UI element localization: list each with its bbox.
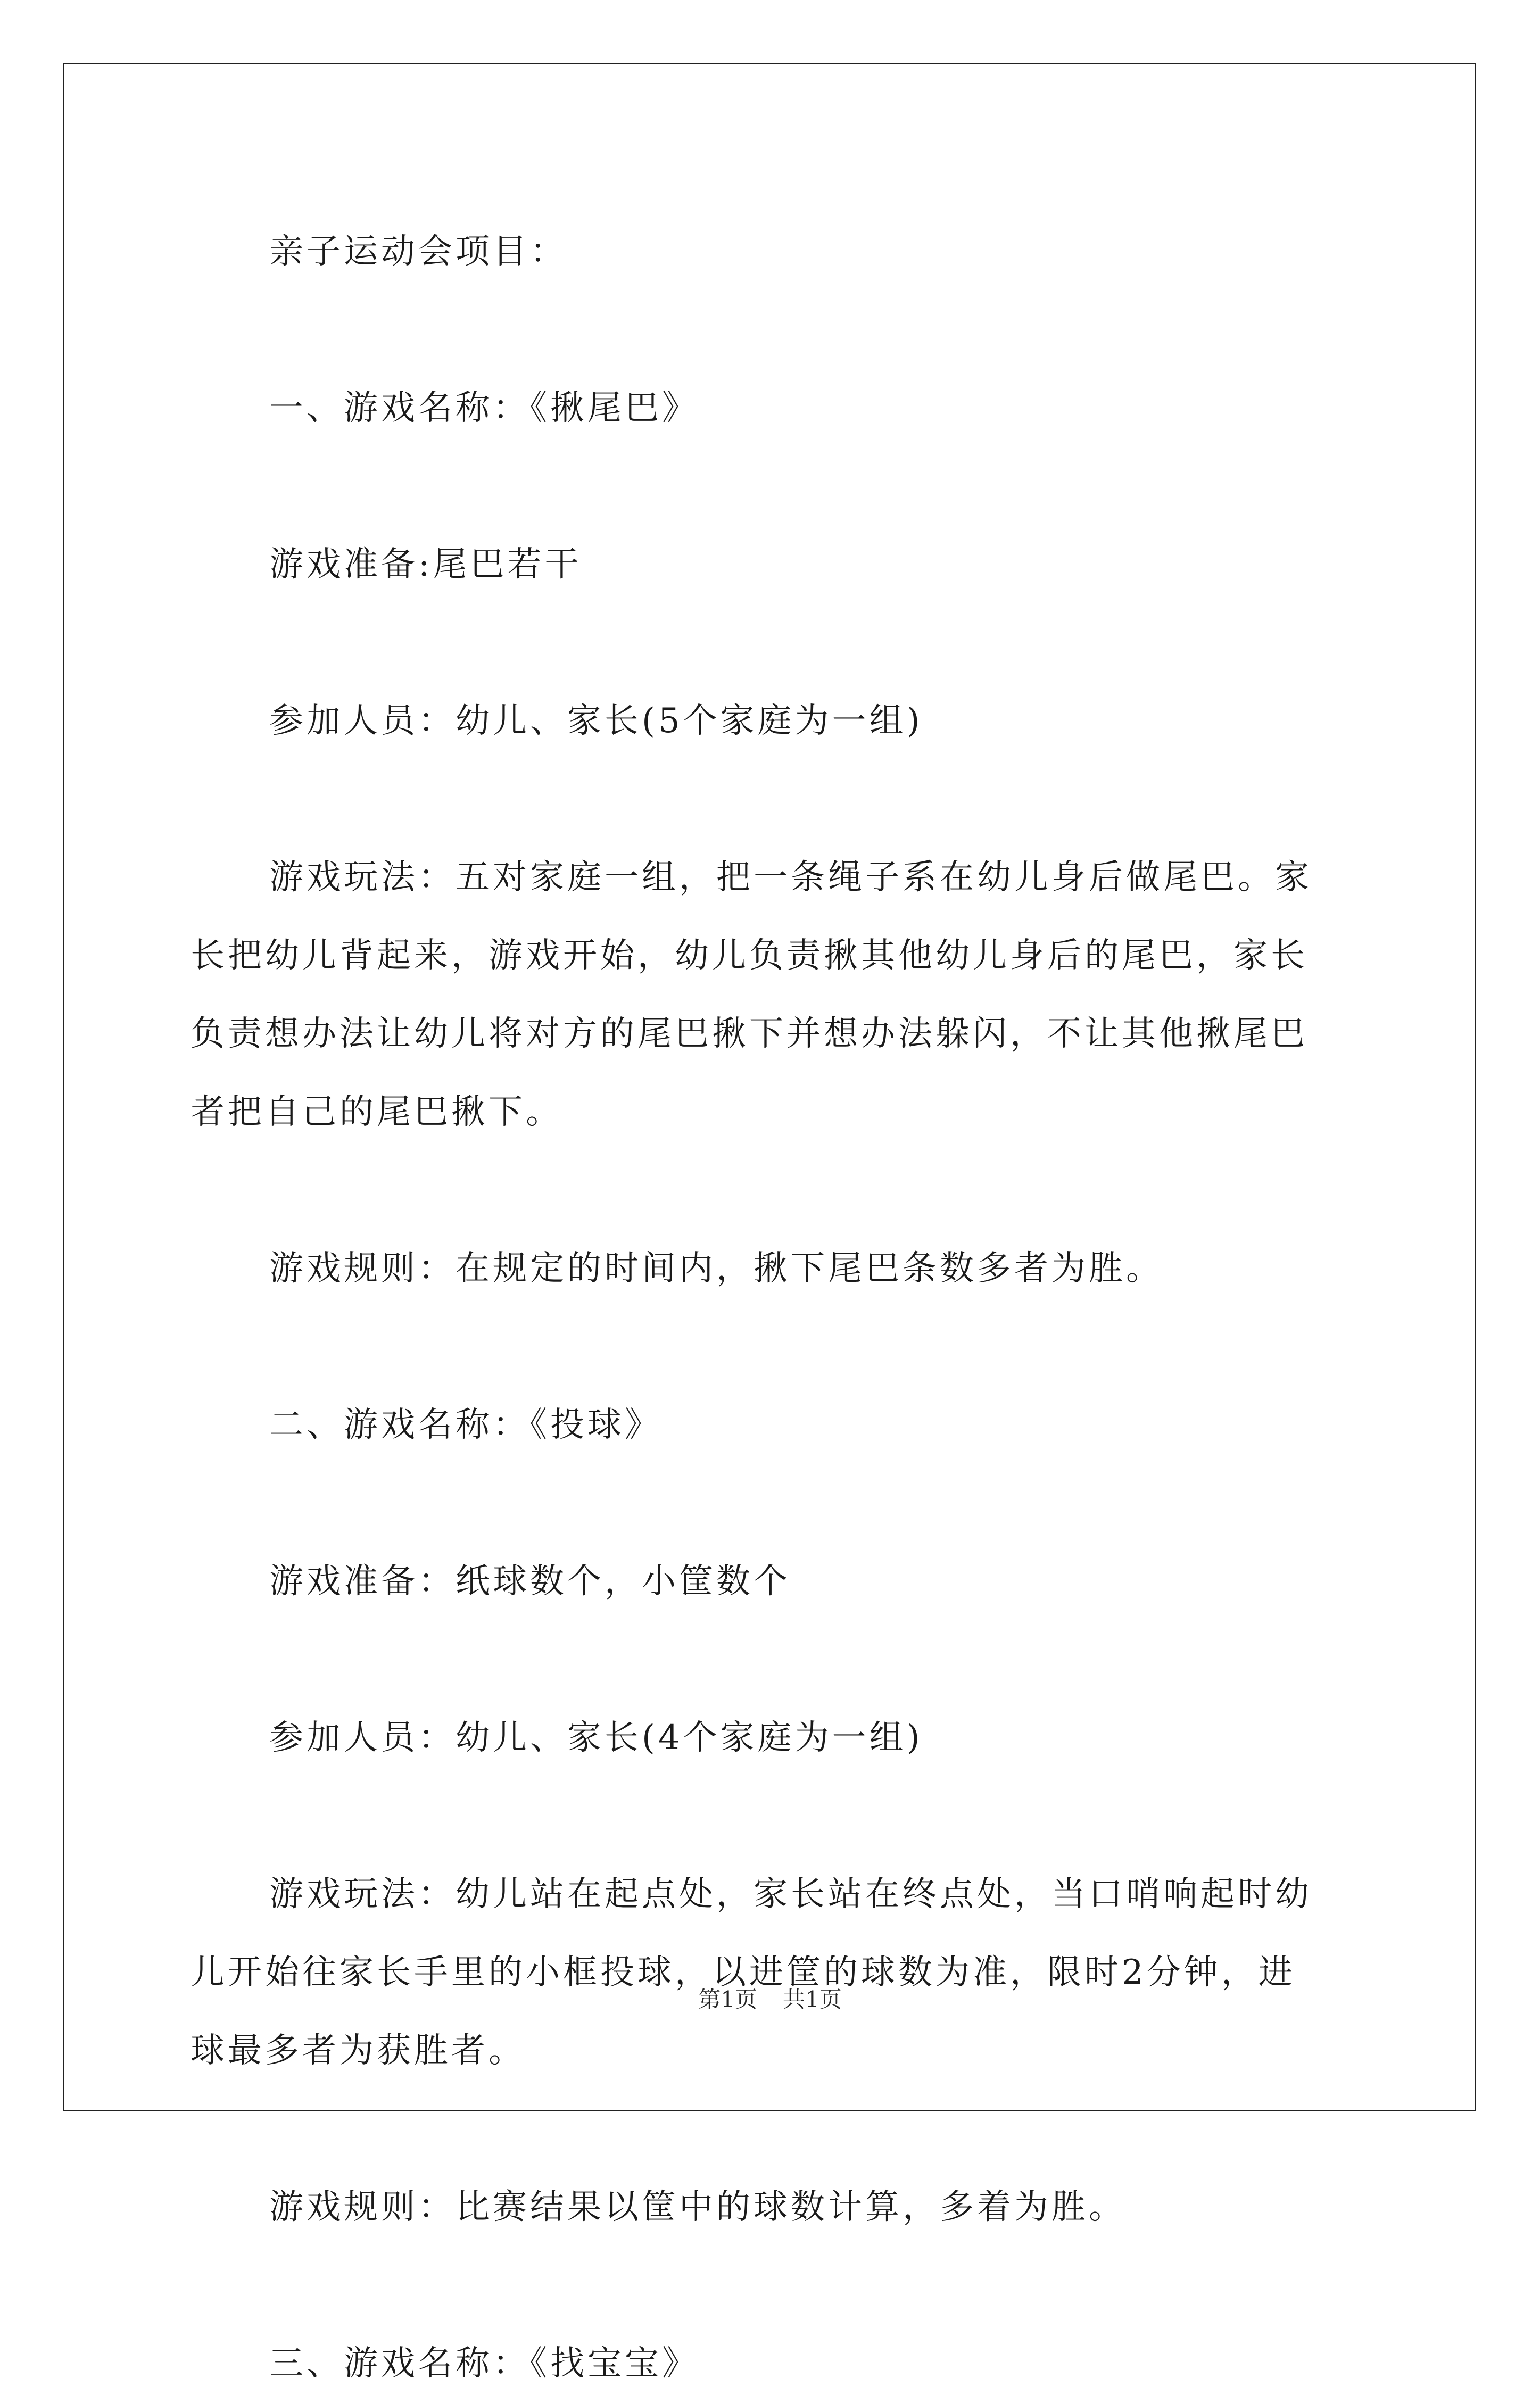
- document-body: [191, 213, 1351, 2403]
- section-title-3: 三、游戏名称：《找宝宝》: [269, 2344, 699, 2383]
- page-total: 共1页: [783, 1986, 842, 2012]
- gameplay-2-line: 球最多者为获胜者。: [191, 2031, 526, 2070]
- game-preparation-1: 游戏准备:尾巴若干: [269, 545, 582, 584]
- game-rules-2: 游戏规则：比赛结果以筐中的球数计算，多着为胜。: [269, 2187, 1126, 2227]
- participants-2: 参加人员：幼儿、家长(4个家庭为一组): [269, 1718, 923, 1758]
- page-footer: [0, 1984, 1540, 2016]
- gameplay-2: [191, 1855, 1351, 2090]
- participants-1: 参加人员：幼儿、家长(5个家庭为一组): [269, 701, 923, 741]
- section-title-1: 一、游戏名称：《揪尾巴》: [269, 388, 699, 428]
- gameplay-1-line: 长把幼儿背起来，游戏开始，幼儿负责揪其他幼儿身后的尾巴，家长: [191, 936, 1308, 975]
- gameplay-2-line: 儿开始往家长手里的小框投球，以进筐的球数为准，限时2分钟，进: [191, 1953, 1296, 1992]
- gameplay-1-line: 游戏玩法：五对家庭一组，把一条绳子系在幼儿身后做尾巴。家: [269, 858, 1312, 897]
- game-rules-1: 游戏规则：在规定的时间内，揪下尾巴条数多者为胜。: [269, 1249, 1163, 1288]
- section-title-2: 二、游戏名称：《投球》: [269, 1405, 662, 1445]
- game-preparation-2: 游戏准备：纸球数个，小筐数个: [269, 1562, 791, 1601]
- gameplay-1: [191, 839, 1351, 1151]
- page-number: 第1页: [698, 1986, 757, 2012]
- document-heading: 亲子运动会项目：: [269, 232, 567, 271]
- gameplay-1-line: 负责想办法让幼儿将对方的尾巴揪下并想办法躲闪，不让其他揪尾巴: [191, 1014, 1308, 1054]
- gameplay-1-line: 者把自己的尾巴揪下。: [191, 1092, 563, 1132]
- gameplay-2-line: 游戏玩法：幼儿站在起点处，家长站在终点处，当口哨响起时幼: [269, 1875, 1312, 1914]
